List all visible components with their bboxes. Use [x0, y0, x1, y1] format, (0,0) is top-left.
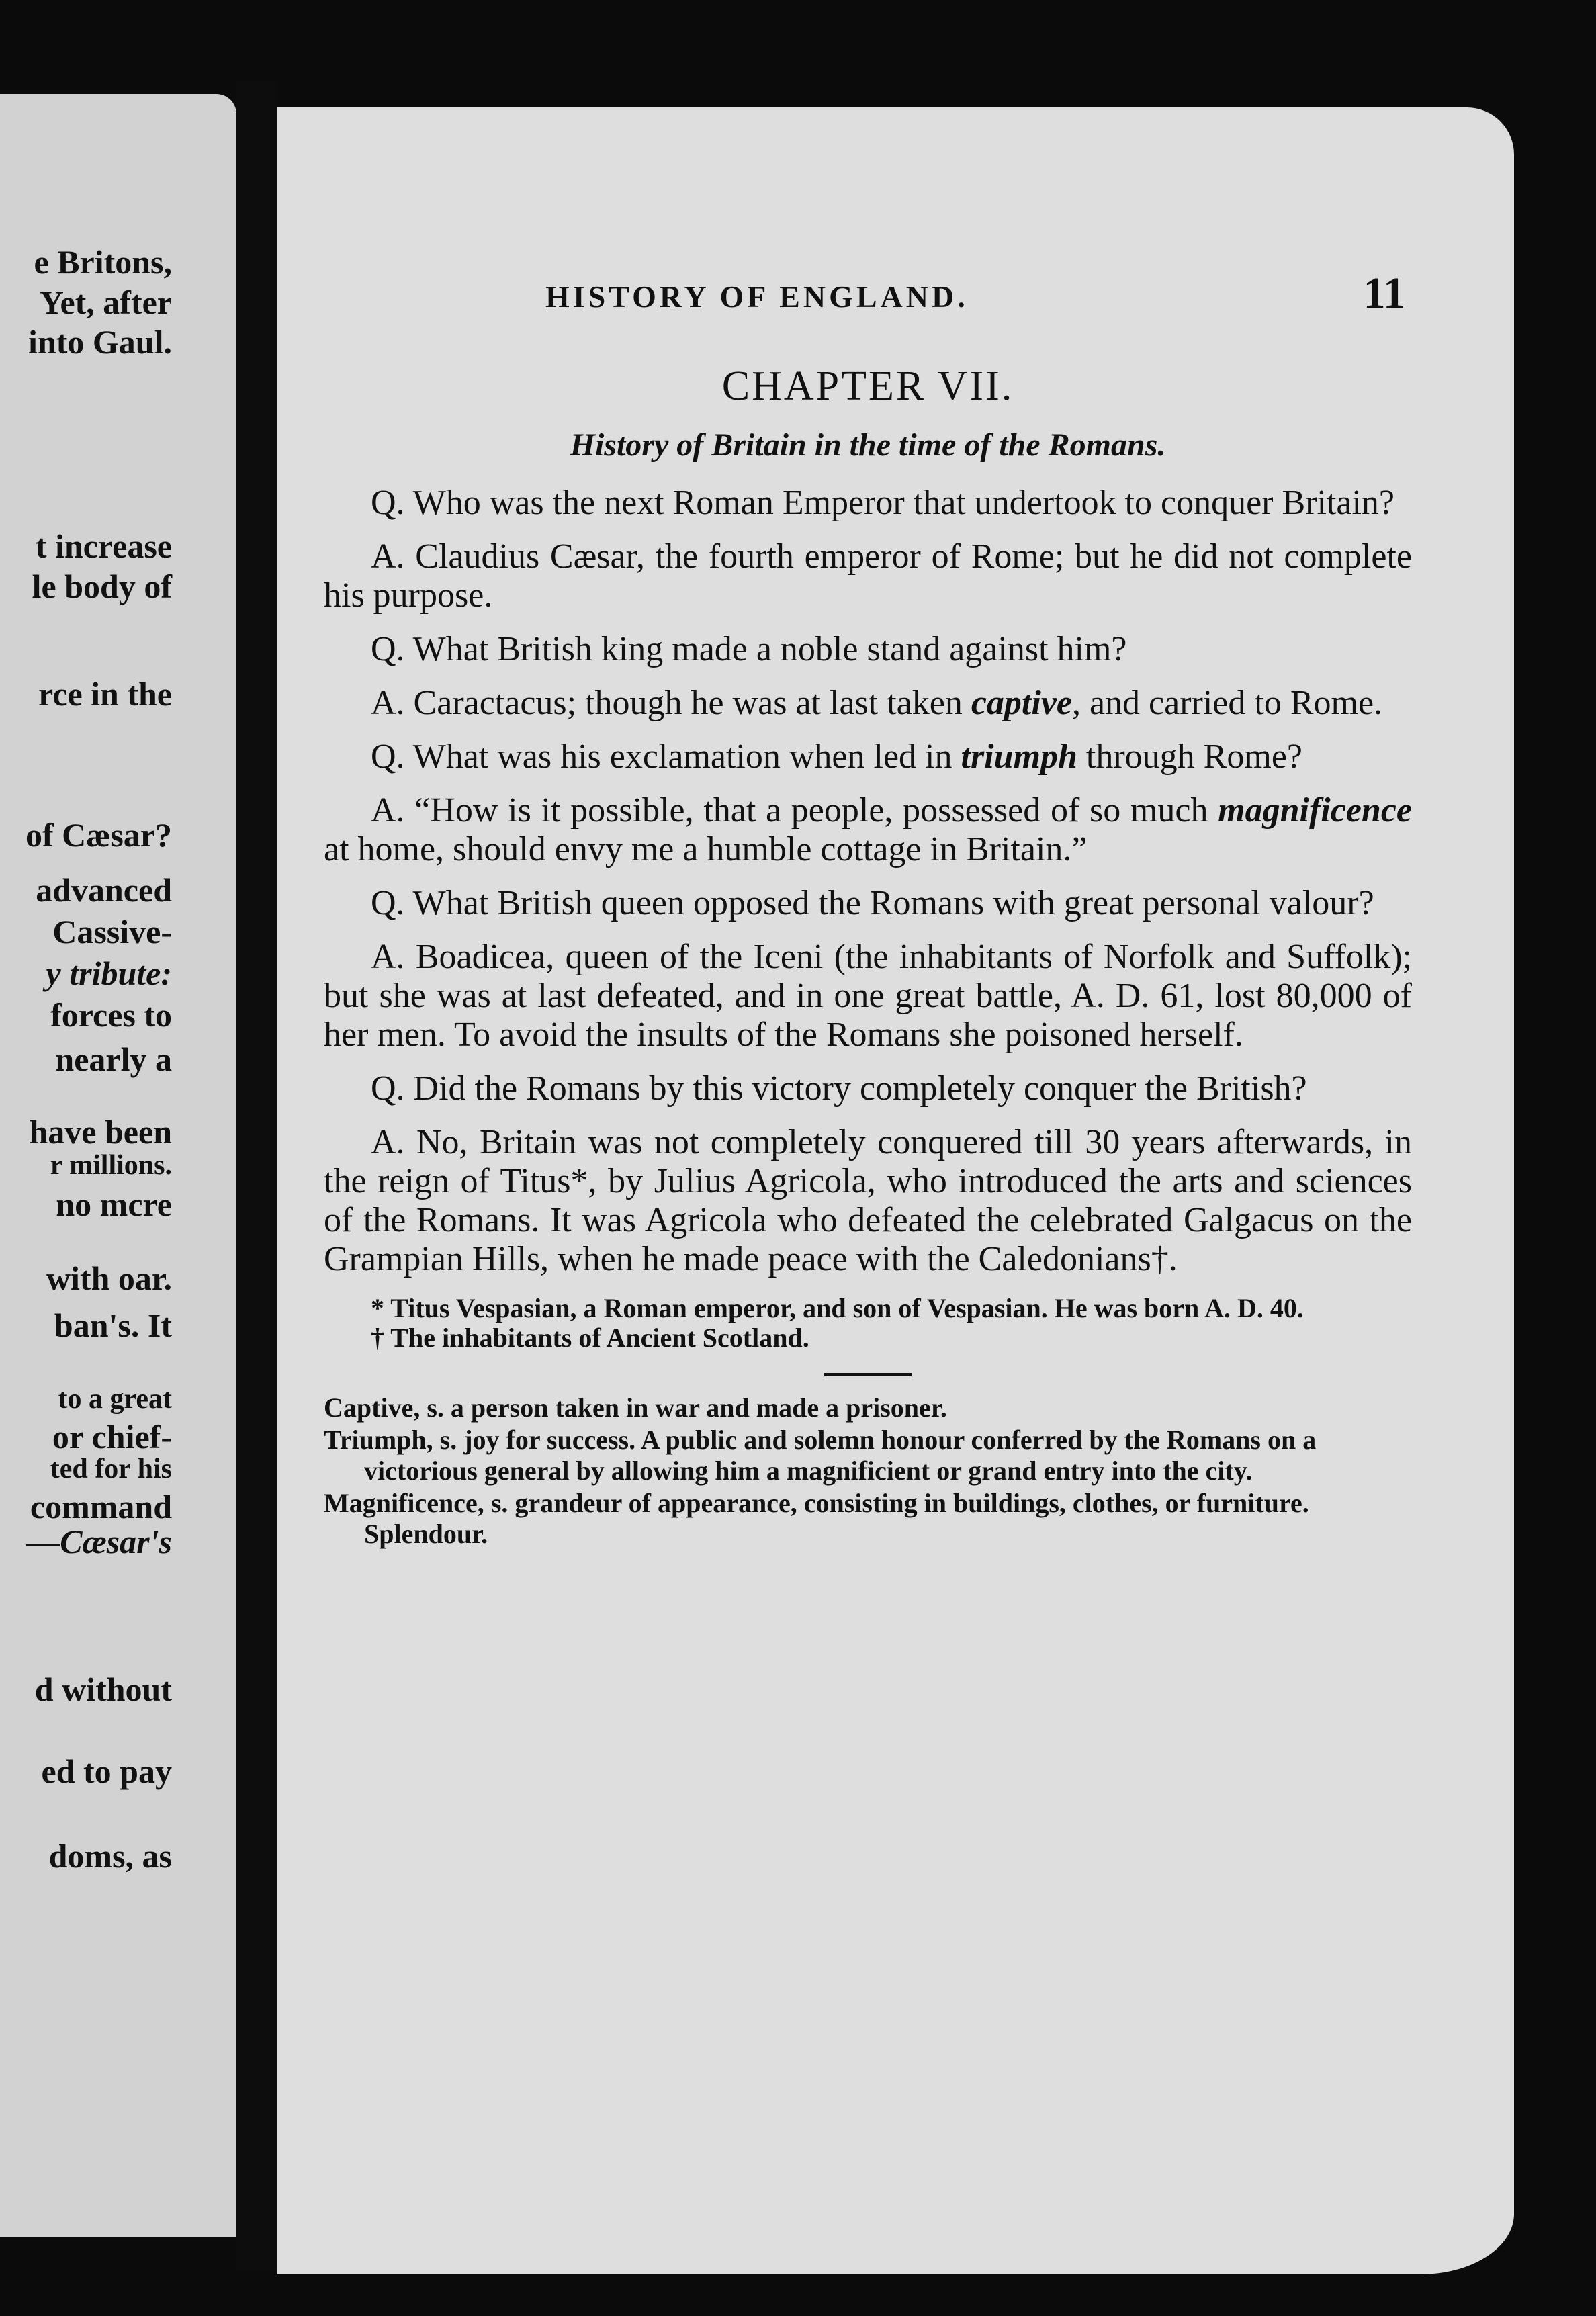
left-page-line: or chief- — [52, 1418, 172, 1456]
glossary-triumph — [324, 1425, 1412, 1486]
left-page-line: into Gaul. — [28, 323, 172, 361]
left-page-line: have been — [29, 1113, 172, 1151]
question-3 — [324, 738, 1412, 776]
left-page-line: advanced — [36, 871, 172, 909]
question-2: Q. What British king made a noble stand against him? — [371, 630, 1127, 668]
answer-4: A. Boadicea, queen of the Iceni (the inhabitants of Norfolk and Suffolk); but she was at last defeated, and in one great battle, A. D. 61, lost 80,000 of her men. To avoid the insults of the Romans she poisoned herself. — [324, 938, 1412, 1054]
answer-1: A. Claudius Cæsar, the fourth emperor of Rome; but he did not complete his purpose. — [324, 537, 1412, 615]
answer-2 — [324, 684, 1412, 723]
book-gutter — [236, 81, 277, 2270]
left-page-line: t increase — [35, 527, 172, 565]
question-1: Q. Who was the next Roman Emperor that undertook to conquer Britain? — [371, 484, 1394, 522]
left-page-line: ted for his — [50, 1454, 172, 1484]
answer-2-text-b: , and carried to Rome. — [1071, 684, 1383, 722]
left-page-line: with oar. — [46, 1259, 172, 1297]
footnotes — [324, 1294, 1412, 1353]
answer-5: A. No, Britain was not completely conquered till 30 years afterwards, in the reign of Titus*, by Julius Agricola, who introduced the arts and sciences of the Romans. It was Agricola who defeated the celebrated Galgacus on the Grampian Hills, when he made peace with the Caledonians†. — [324, 1123, 1412, 1278]
left-page-line: le body of — [32, 568, 172, 605]
left-page-line: forces to — [50, 996, 172, 1034]
left-page-line: to a great — [58, 1384, 172, 1415]
left-page-fragment — [0, 94, 236, 2237]
answer-3-text-a: A. “How is it possible, that a people, possessed of so much — [371, 791, 1218, 830]
section-divider — [824, 1373, 912, 1376]
question-answer-section — [324, 484, 1412, 1551]
left-page-line: doms, as — [48, 1837, 172, 1875]
answer-3 — [324, 791, 1412, 869]
answer-2-text-a: A. Caractacus; though he was at last taken — [371, 684, 971, 722]
left-page-line: ed to pay — [41, 1752, 172, 1790]
page-header — [324, 269, 1412, 326]
left-page-line: d without — [34, 1671, 172, 1708]
answer-2-emphasis: captive — [971, 684, 1072, 722]
right-page — [277, 107, 1514, 2274]
question-3-text-b: through Rome? — [1077, 738, 1302, 776]
left-page-line: nearly a — [55, 1040, 172, 1078]
question-4: Q. What British queen opposed the Romans with great personal valour? — [371, 884, 1374, 922]
glossary-magnificence — [324, 1488, 1412, 1550]
question-3-emphasis: triumph — [961, 738, 1077, 776]
left-page-line: ban's. It — [54, 1306, 172, 1344]
answer-3-emphasis: magnificence — [1218, 791, 1412, 830]
glossary-captive — [324, 1392, 1412, 1423]
left-page-line: e Britons, — [34, 243, 172, 281]
glossary-triumph-definition: s. joy for success. A public and solemn honour conferred by the Romans on a victorious general by allowing him a magnificient or grand entry into the city. — [364, 1425, 1317, 1486]
glossary — [324, 1392, 1412, 1550]
left-page-line: command — [30, 1488, 172, 1525]
footnote-caledonians: † The inhabitants of Ancient Scotland. — [371, 1323, 809, 1353]
left-page-line: rce in the — [38, 675, 172, 713]
question-5: Q. Did the Romans by this victory completely conquer the British? — [371, 1069, 1307, 1108]
chapter-title: CHAPTER VII. — [721, 363, 1014, 409]
running-head: HISTORY OF ENGLAND. — [545, 279, 969, 314]
glossary-triumph-term: Triumph, — [324, 1425, 433, 1455]
glossary-magnificence-definition: s. grandeur of appearance, consisting in buildings, clothes, or furniture. Splendour. — [364, 1488, 1309, 1549]
page-number: 11 — [1363, 269, 1405, 318]
left-page-line: Yet, after — [39, 283, 172, 321]
glossary-captive-term: Captive, — [324, 1392, 420, 1423]
chapter-subtitle: History of Britain in the time of the Romans. — [570, 427, 1166, 463]
answer-3-text-b: at home, should envy me a humble cottage in Britain.” — [324, 830, 1088, 868]
glossary-captive-definition: s. a person taken in war and made a prisoner. — [420, 1392, 947, 1423]
left-page-line: Cassive- — [52, 913, 172, 950]
question-3-text-a: Q. What was his exclamation when led in — [371, 738, 961, 776]
left-page-line: r millions. — [50, 1150, 172, 1181]
footnote-titus: * Titus Vespasian, a Roman emperor, and son of Vespasian. He was born A. D. 40. — [371, 1293, 1304, 1323]
left-page-line: of Cæsar? — [25, 816, 172, 854]
glossary-magnificence-term: Magnificence, — [324, 1488, 484, 1518]
left-page-line: —Cæsar's — [26, 1523, 172, 1560]
left-page-line: no mcre — [56, 1186, 172, 1223]
left-page-line: y tribute: — [46, 954, 172, 992]
